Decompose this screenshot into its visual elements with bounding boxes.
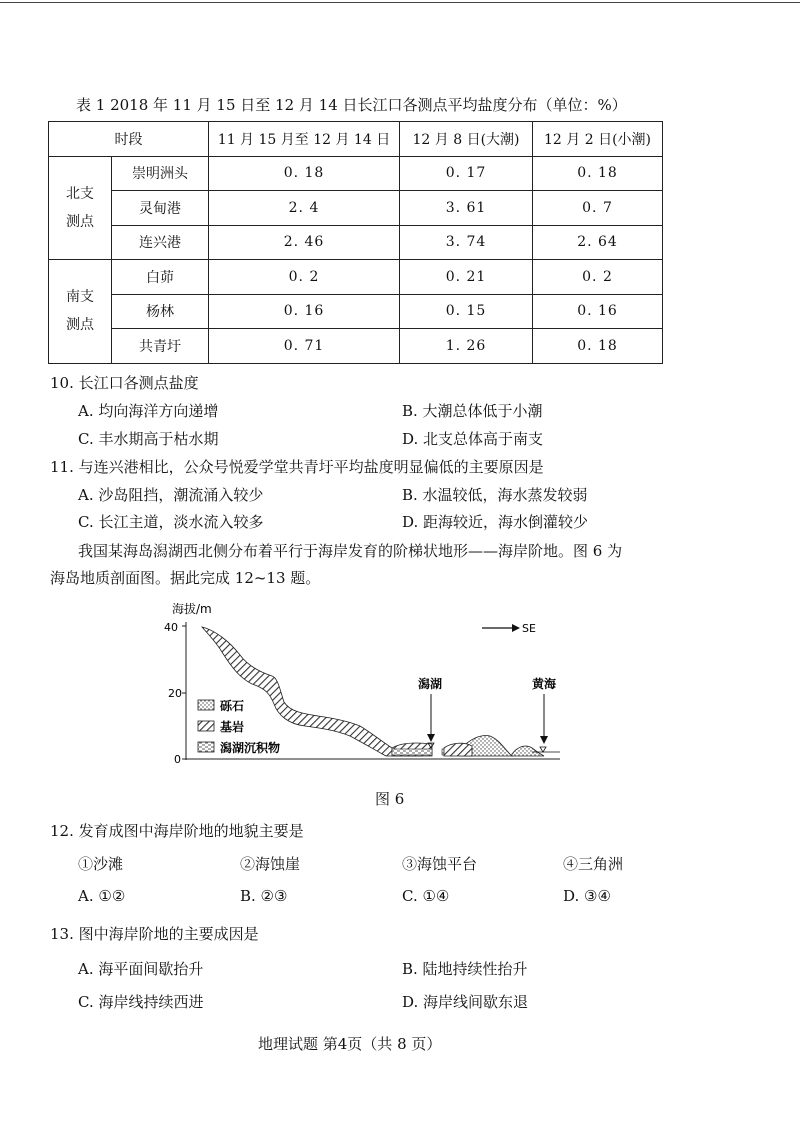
figure-caption: 图 6 bbox=[375, 790, 405, 808]
q13-option-b: B. 陆地持续性抬升 bbox=[402, 960, 528, 978]
q12-option-d: D. ③④ bbox=[563, 887, 611, 905]
header-col3: 12 月 2 日(小潮) bbox=[533, 122, 663, 157]
bedrock-layer bbox=[202, 627, 422, 756]
group-name-line1: 北支 bbox=[66, 185, 94, 202]
legend-bedrock-swatch bbox=[198, 721, 214, 731]
table-row bbox=[49, 191, 663, 226]
q13-stem: 13. 图中海岸阶地的主要成因是 bbox=[50, 925, 259, 943]
table-header-row bbox=[49, 122, 663, 157]
q10-option-c: C. 丰水期高于枯水期 bbox=[78, 430, 219, 448]
table-caption: 表 1 2018 年 11 月 15 日至 12 月 14 日长江口各测点平均盐度分布（单位：%） bbox=[76, 96, 627, 114]
table-row bbox=[49, 225, 663, 260]
value-cell: 0. 16 bbox=[533, 294, 663, 329]
q12-item-1: ①沙滩 bbox=[78, 855, 124, 873]
tick-label: 20 bbox=[168, 687, 182, 700]
tick-label: 40 bbox=[164, 621, 178, 634]
q12-option-c: C. ①④ bbox=[402, 887, 450, 905]
group-name-line1: 南支 bbox=[66, 289, 94, 306]
value-cell: 0. 71 bbox=[209, 329, 400, 364]
legend-bedrock-label: 基岩 bbox=[220, 720, 245, 734]
q10-stem: 10. 长江口各测点盐度 bbox=[50, 374, 199, 392]
value-cell: 0. 18 bbox=[533, 329, 663, 364]
table-row bbox=[49, 156, 663, 191]
value-cell: 0. 21 bbox=[400, 260, 533, 295]
q13-option-a: A. 海平面间歇抬升 bbox=[78, 960, 204, 978]
lagoon-label: 潟湖 bbox=[418, 677, 443, 691]
value-cell: 0. 15 bbox=[400, 294, 533, 329]
site-cell: 连兴港 bbox=[112, 225, 209, 260]
q12-option-a: A. ①② bbox=[78, 887, 126, 905]
group-name-line2: 测点 bbox=[66, 317, 94, 334]
table-row bbox=[49, 329, 663, 364]
group-south bbox=[49, 260, 112, 364]
value-cell: 1. 26 bbox=[400, 329, 533, 364]
q11-option-b: B. 水温较低，海水蒸发较弱 bbox=[402, 486, 588, 504]
value-cell: 0. 18 bbox=[209, 156, 400, 191]
legend-sediment-swatch bbox=[198, 742, 214, 752]
value-cell: 2. 46 bbox=[209, 225, 400, 260]
value-cell: 3. 61 bbox=[400, 191, 533, 226]
site-cell: 崇明洲头 bbox=[112, 156, 209, 191]
site-cell: 杨林 bbox=[112, 294, 209, 329]
q11-stem: 11. 与连兴港相比，公众号悦爱学堂共青圩平均盐度明显偏低的主要原因是 bbox=[50, 458, 544, 476]
direction-arrow-head bbox=[512, 624, 520, 632]
sea-label: 黄海 bbox=[532, 677, 557, 691]
profile-svg bbox=[160, 600, 580, 780]
intro-line2: 海岛地质剖面图。据此完成 12~13 题。 bbox=[50, 569, 321, 587]
y-axis-label: 海拔/m bbox=[172, 602, 212, 616]
q11-option-d: D. 距海较近，海水倒灌较少 bbox=[402, 513, 589, 531]
value-cell: 2. 4 bbox=[209, 191, 400, 226]
site-cell: 白茆 bbox=[112, 260, 209, 295]
sea-pointer-head bbox=[540, 736, 548, 744]
q11-option-a: A. 沙岛阻挡，潮流涌入较少 bbox=[78, 486, 264, 504]
legend-gravel-label: 砾石 bbox=[220, 699, 245, 713]
tick-label: 0 bbox=[174, 753, 181, 766]
sea-water-mark bbox=[540, 747, 546, 752]
value-cell: 3. 74 bbox=[400, 225, 533, 260]
value-cell: 0. 2 bbox=[209, 260, 400, 295]
q13-option-d: D. 海岸线间歇东退 bbox=[402, 993, 529, 1011]
lagoon-sediment-left bbox=[392, 749, 432, 755]
value-cell: 0. 17 bbox=[400, 156, 533, 191]
salinity-table bbox=[48, 121, 663, 364]
legend-gravel-swatch bbox=[198, 700, 214, 710]
header-period: 时段 bbox=[49, 122, 209, 157]
value-cell: 0. 16 bbox=[209, 294, 400, 329]
table-row bbox=[49, 260, 663, 295]
group-name-line2: 测点 bbox=[66, 213, 94, 230]
header-col2: 12 月 8 日(大潮) bbox=[400, 122, 533, 157]
q11-option-c: C. 长江主道，淡水流入较多 bbox=[78, 513, 264, 531]
top-border-line bbox=[0, 2, 800, 3]
q10-option-b: B. 大潮总体低于小潮 bbox=[402, 402, 543, 420]
group-north bbox=[49, 156, 112, 260]
legend-sediment-label: 潟湖沉积物 bbox=[220, 741, 281, 755]
q13-option-c: C. 海岸线持续西进 bbox=[78, 993, 204, 1011]
site-cell: 共青圩 bbox=[112, 329, 209, 364]
intro-line1: 我国某海岛潟湖西北侧分布着平行于海岸发育的阶梯状地形——海岸阶地。图 6 为 bbox=[78, 542, 623, 560]
site-cell: 灵甸港 bbox=[112, 191, 209, 226]
q10-option-a: A. 均向海洋方向递增 bbox=[78, 402, 219, 420]
bedrock-mid bbox=[444, 743, 472, 756]
value-cell: 0. 7 bbox=[533, 191, 663, 226]
value-cell: 0. 18 bbox=[533, 156, 663, 191]
q12-item-2: ②海蚀崖 bbox=[240, 855, 301, 873]
direction-label: SE bbox=[522, 622, 536, 635]
table-row bbox=[49, 294, 663, 329]
lagoon-pointer-head bbox=[427, 734, 435, 742]
q12-stem: 12. 发育成图中海岸阶地的地貌主要是 bbox=[50, 822, 304, 840]
q10-option-d: D. 北支总体高于南支 bbox=[402, 430, 544, 448]
header-col1: 11 月 15 月至 12 月 14 日 bbox=[209, 122, 400, 157]
q12-option-b: B. ②③ bbox=[240, 887, 288, 905]
page-footer: 地理试题 第4页（共 8 页） bbox=[258, 1035, 442, 1053]
gravel-beach bbox=[512, 746, 544, 756]
geologic-profile-figure bbox=[160, 600, 580, 780]
q12-item-4: ④三角洲 bbox=[563, 855, 624, 873]
value-cell: 0. 2 bbox=[533, 260, 663, 295]
q12-item-3: ③海蚀平台 bbox=[402, 855, 478, 873]
value-cell: 2. 64 bbox=[533, 225, 663, 260]
